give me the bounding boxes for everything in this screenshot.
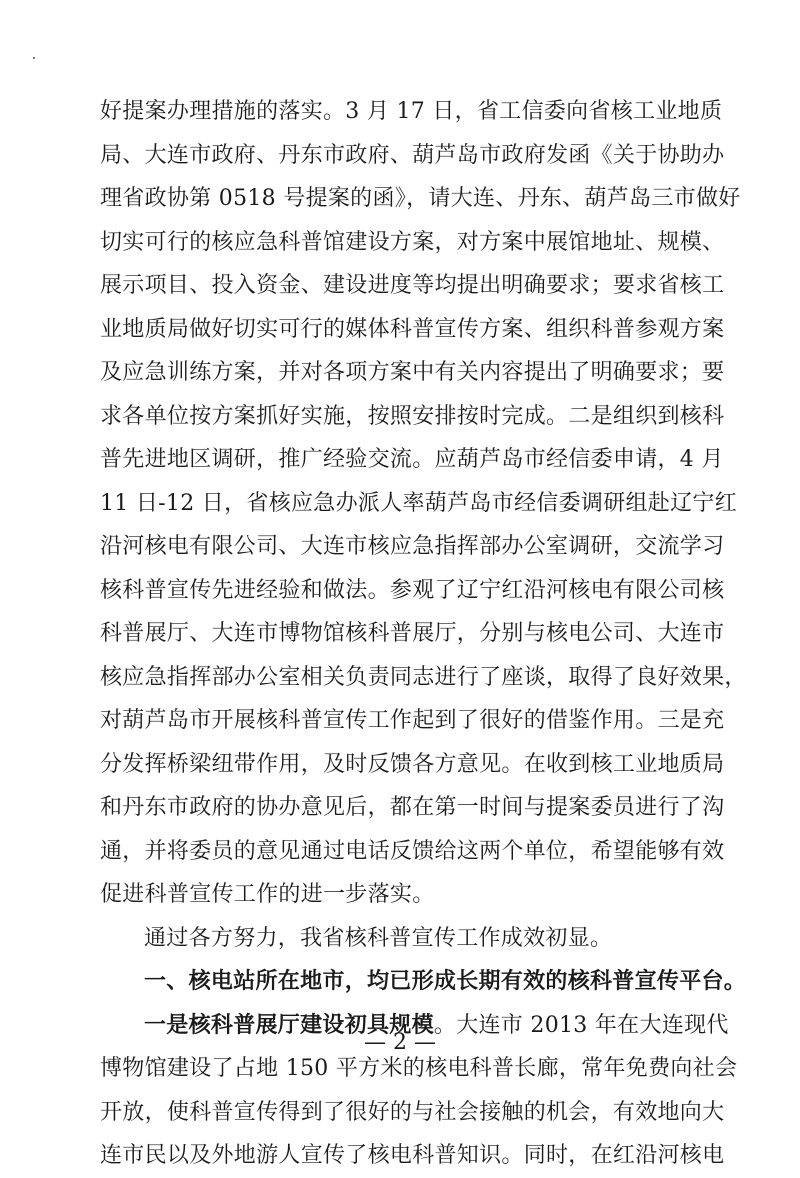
text-line: 好提案办理措施的落实。3 月 17 日，省工信委向省核工业地质: [100, 99, 723, 124]
scan-speck: [33, 57, 35, 59]
body-text: [100, 90, 747, 1178]
text-line: 局、大连市政府、丹东市政府、葫芦岛市政府发函《关于协助办: [100, 142, 725, 168]
text-line: 对葫芦岛市开展核科普宣传工作起到了很好的借鉴作用。三是充: [100, 708, 725, 733]
text-line: 展示项目、投入资金、建设进度等均提出明确要求；要求省核工: [100, 273, 725, 298]
text-line: 促进科普宣传工作的进一步落实。: [100, 882, 435, 907]
text-line: 理省政协第 0518 号提案的函》，请大连、丹东、葫芦岛三市做好: [100, 186, 741, 211]
text-line: 普先进地区调研，推广经验交流。应葫芦岛市经信委申请，4 月: [100, 447, 724, 472]
text-line: 和丹东市政府的协办意见后，都在第一时间与提案委员进行了沟: [100, 795, 725, 820]
text-line: 科普展厅、大连市博物馆核科普展厅，分别与核电公司、大连市: [100, 621, 725, 646]
section-heading: 一、核电站所在地市，均已形成长期有效的核科普宣传平台。: [144, 968, 747, 994]
summary-paragraph: 通过各方努力，我省核科普宣传工作成效初显。: [144, 925, 613, 951]
text-line: 分发挥桥梁纽带作用，及时反馈各方意见。在收到核工业地质局: [100, 751, 725, 777]
text-line: 开放，使科普宣传得到了很好的与社会接触的机会，有效地向大: [100, 1099, 725, 1125]
text-line: 核科普宣传先进经验和做法。参观了辽宁红沿河核电有限公司核: [100, 577, 725, 603]
text-line: 博物馆建设了占地 150 平方米的核电科普长廊，常年免费向社会: [100, 1056, 738, 1081]
text-line: 11 日-12 日，省核应急办派人率葫芦岛市经信委调研组赴辽宁红: [100, 490, 738, 516]
text-line: 核应急指挥部办公室相关负责同志进行了座谈，取得了良好效果，: [100, 664, 747, 690]
text-line: 沿河核电有限公司、大连市核应急指挥部办公室调研，交流学习: [100, 534, 725, 559]
page-number: — 2 —: [364, 1030, 436, 1055]
paragraph-lead-rest: 。大连市 2013 年在大连现代: [433, 1012, 729, 1038]
paragraph-lead-bold: 一是核科普展厅建设初具规模: [144, 1011, 434, 1038]
text-line: 业地质局做好切实可行的媒体科普宣传方案、组织科普参观方案: [100, 316, 725, 342]
text-line: 求各单位按方案抓好实施，按照安排按时完成。二是组织到核科: [100, 403, 725, 429]
text-line: 连市民以及外地游人宣传了核电科普知识。同时，在红沿河核电: [100, 1143, 725, 1168]
text-line: 及应急训练方案，并对各项方案中有关内容提出了明确要求；要: [100, 360, 725, 385]
text-line: 切实可行的核应急科普馆建设方案，对方案中展馆地址、规模、: [100, 229, 725, 255]
text-line: 通，并将委员的意见通过电话反馈给这两个单位，希望能够有效: [100, 838, 725, 864]
